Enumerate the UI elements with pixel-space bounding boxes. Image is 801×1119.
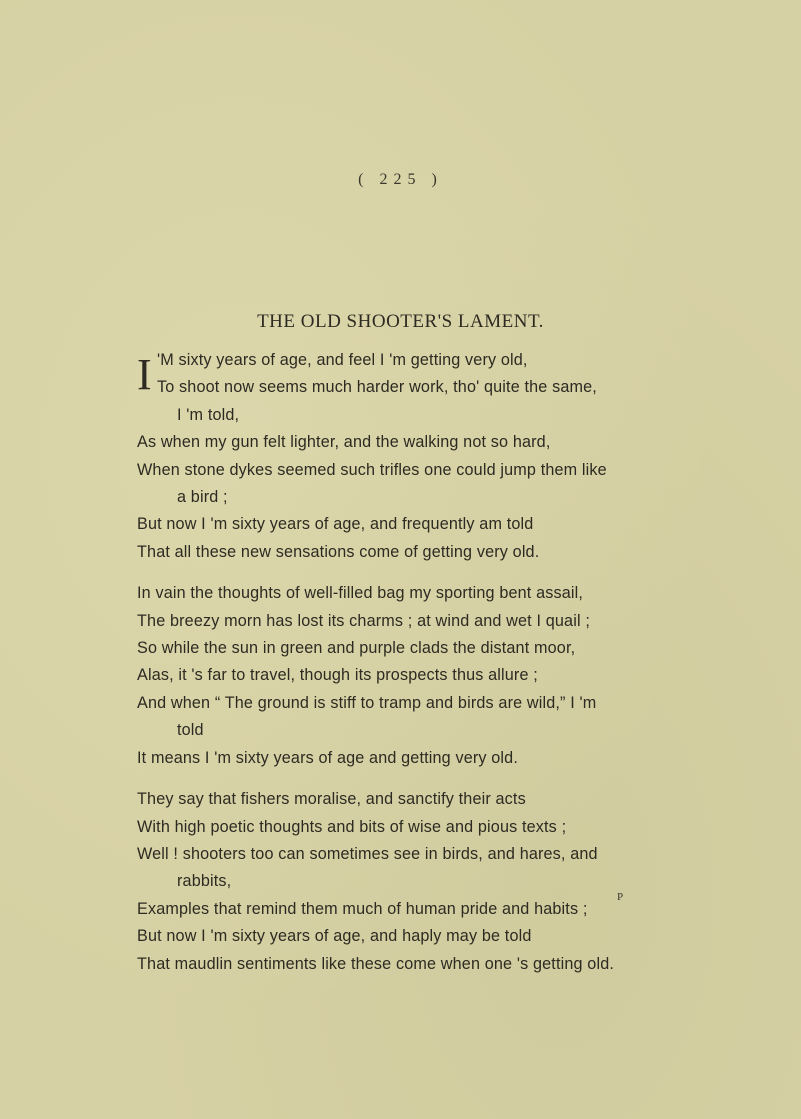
page-number: ( 225 ) [358,171,443,188]
poem-line: 'M sixty years of age, and feel I 'm getting very old, [157,351,528,369]
poem-line: Alas, it 's far to travel, though its prospects thus allure ; [137,666,538,685]
poem-line: But now I 'm sixty years of age, and haply may be told [137,927,532,946]
poem-title: THE OLD SHOOTER'S LAMENT. [257,311,544,332]
poem-line: To shoot now seems much harder work, tho' quite the same, [157,378,597,397]
poem-line: As when my gun felt lighter, and the walking not so hard, [137,433,551,452]
poem-line: rabbits, [177,872,232,891]
stanza-1 [137,347,777,566]
poem-line: In vain the thoughts of well-filled bag my sporting bent assail, [137,584,584,603]
poem-line: So while the sun in green and purple clads the distant moor, [137,639,576,658]
stanza-3 [137,786,777,978]
poem-line: That all these new sensations come of getting very old. [137,542,540,561]
poem-line: When stone dykes seemed such trifles one could jump them like [137,460,607,479]
poem-line: a bird ; [177,488,228,507]
poem-line: The breezy morn has lost its charms ; at wind and wet I quail ; [137,611,591,630]
poem-line: Examples that remind them much of human pride and habits ; [137,899,588,918]
poem-line: And when “ The ground is stiff to tramp and birds are wild,” I 'm [137,693,597,712]
poem-line: told [177,721,204,740]
signature-mark: P [617,891,624,903]
drop-cap: I [137,350,152,399]
poem-line: But now I 'm sixty years of age, and frequently am told [137,515,534,534]
poem-line: That maudlin sentiments like these come when one 's getting old. [137,954,614,973]
poem-line: I 'm told, [177,405,240,424]
poem-body [137,347,777,978]
poem-line: It means I 'm sixty years of age and getting very old. [137,748,518,767]
poem-line: With high poetic thoughts and bits of wise and pious texts ; [137,817,567,836]
poem-line: Well ! shooters too can sometimes see in birds, and hares, and [137,844,598,863]
poem-line: They say that fishers moralise, and sanctify their acts [137,790,526,809]
stanza-2 [137,580,777,772]
